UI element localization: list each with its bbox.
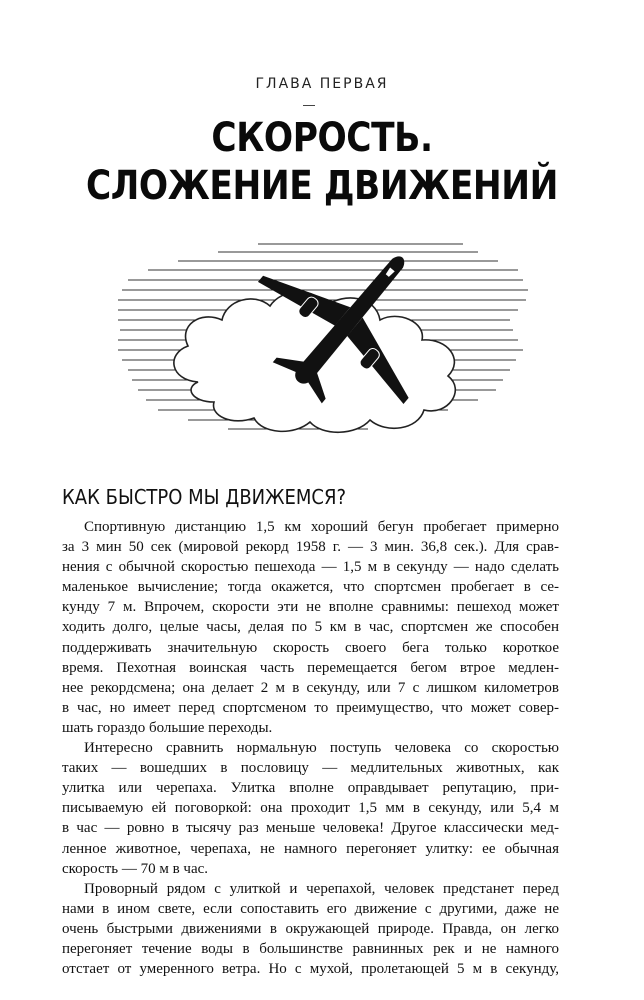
text-line: нее рекордсмена; она делает 2 м в секунду, или 7 с лишком километров	[62, 679, 559, 696]
text-line: нения с обычной скоростью пешехода — 1,5 м в секунду — надо сделать	[62, 559, 559, 576]
text-line: таких — вошедших в пословицу — медлительных животных, как	[62, 760, 559, 777]
text-line: нами в ином свете, если сопоставить его движение с другими, даже не	[62, 900, 559, 917]
text-line: ленное животное, черепаха, не намного перегоняет улитку: ее обычная	[62, 840, 559, 857]
chapter-title	[45, 114, 599, 210]
text-line: Интересно сравнить нормальную поступь человека со скоростью	[84, 740, 559, 757]
text-line: за 3 мин 50 сек (мировой рекорд 1958 г. — 3 мин. 36,8 сек.). Для срав-	[62, 539, 559, 556]
body-text	[62, 517, 559, 979]
chapter-title-line: СКОРОСТЬ.	[211, 115, 433, 161]
chapter-label: ГЛАВА ПЕРВАЯ	[255, 76, 389, 92]
text-line: Проворный рядом с улиткой и черепахой, человек предстанет перед	[84, 880, 559, 897]
text-line: ходить долго, целые часы, делая по 5 км в час, спортсмен же способен	[62, 619, 559, 636]
text-line: шать гораздо большие переходы.	[62, 719, 273, 736]
airplane-illustration	[118, 230, 528, 440]
text-line: в час — ровно в тысячу раз меньше человека! Другое классически мед-	[62, 820, 559, 837]
text-line: маленькое вычисление; тогда окажется, что спортсмен пробегает в се-	[62, 579, 559, 596]
text-line: поддерживать значительную скорость своего бега только короткое	[62, 639, 559, 656]
text-line: Спортивную дистанцию 1,5 км хороший бегун пробегает примерно	[84, 519, 559, 535]
text-line: скорость — 70 м в час.	[62, 860, 209, 877]
chapter-title-line: СЛОЖЕНИЕ ДВИЖЕНИЙ	[85, 163, 559, 209]
text-line: писываемую ей поговоркой: она проходит 1,5 мм в секунду, или 5,4 м	[62, 800, 559, 817]
text-line: очень быстрыми движениями в окружающей природе. Правда, он легко	[62, 920, 559, 937]
title-divider	[303, 105, 315, 106]
text-line: кунду 7 м. Впрочем, скорости эти не вполне сравнимы: пешеход может	[62, 599, 559, 616]
text-line: отстает от умеренного ветра. Но с мухой, пролетающей 5 м в секунду,	[62, 961, 559, 978]
text-line: в час, но имеет перед спортсменом то преимущество, что может совер-	[62, 699, 559, 716]
text-line: перегоняет течение воды в большинстве равнинных рек и не намного	[62, 940, 559, 957]
text-line: время. Пехотная воинская часть перемещается бегом втрое медлен-	[62, 659, 559, 676]
text-line: улитка или черепаха. Улитка вполне оправдывает репутацию, при-	[62, 780, 559, 797]
section-heading: КАК БЫСТРО МЫ ДВИЖЕМСЯ?	[62, 485, 347, 509]
